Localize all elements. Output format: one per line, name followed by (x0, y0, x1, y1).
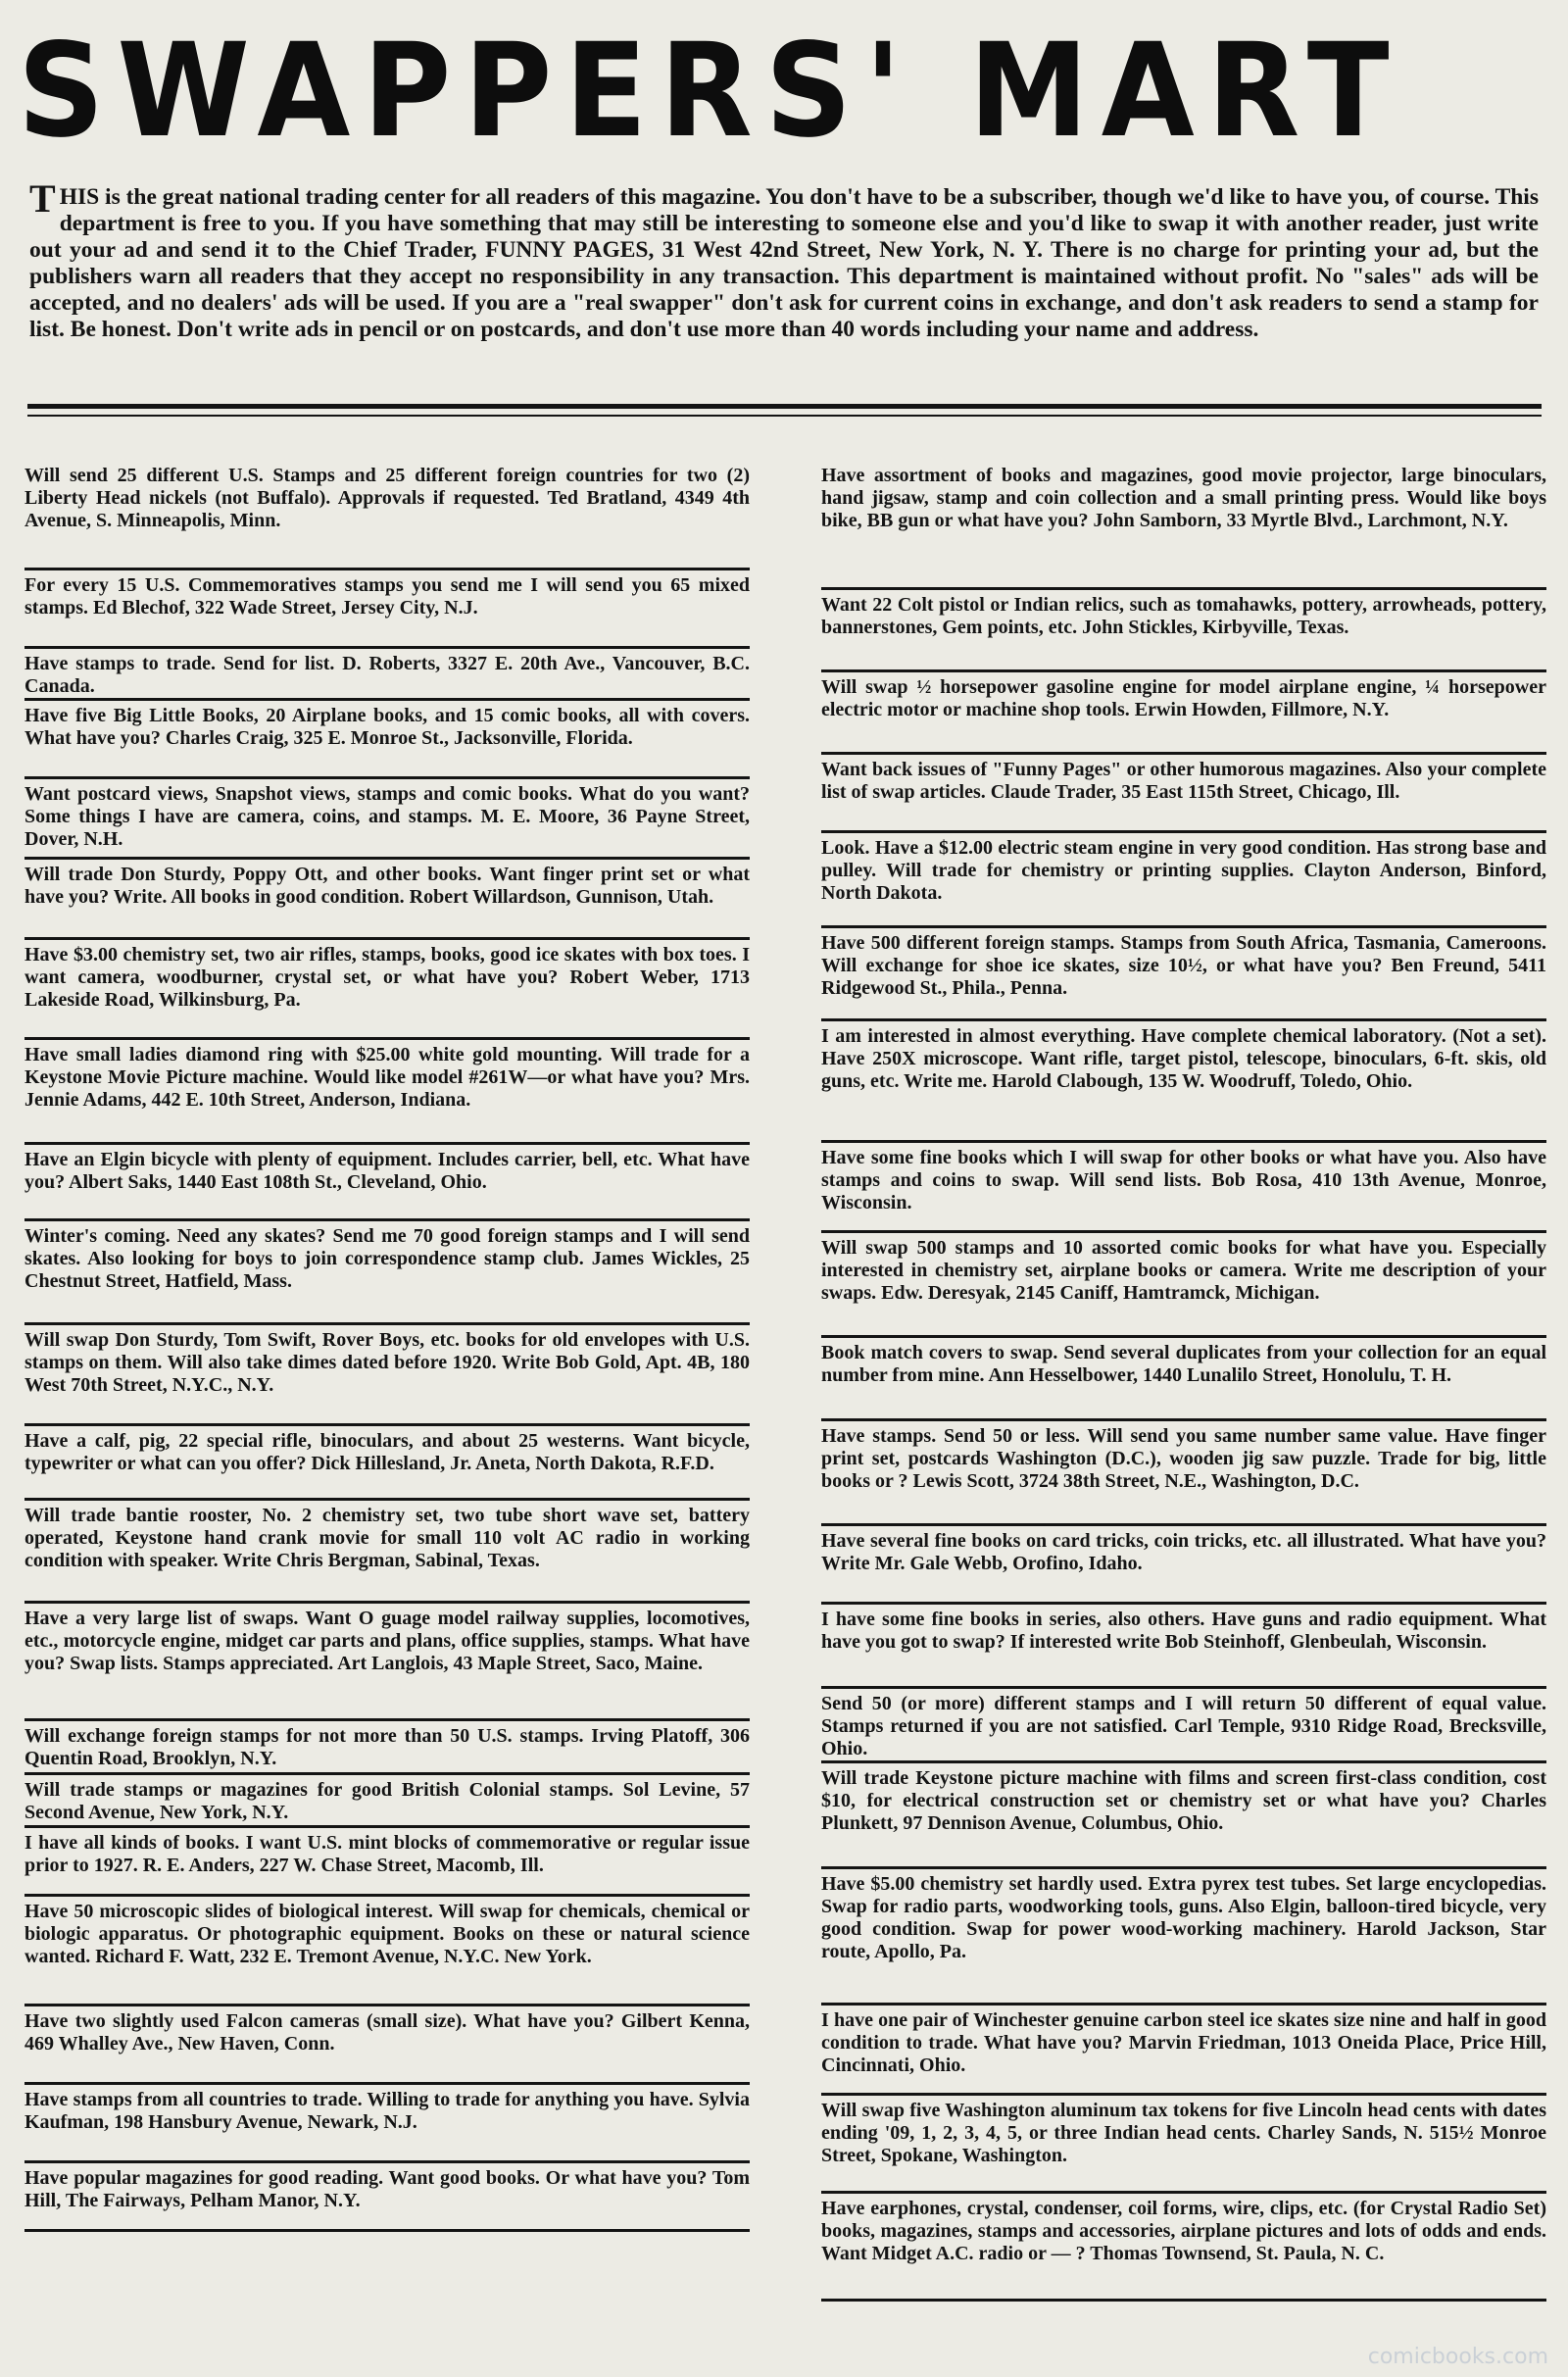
swap-ad: Will trade Don Sturdy, Poppy Ott, and other books. Want finger print set or what have you? Write. All books in good condition. Robert Willardson, Gunnison, Utah. (24, 860, 750, 940)
divider-rule (27, 404, 1542, 409)
swap-ad: Winter's coming. Need any skates? Send me 70 good foreign stamps and I will send skates. Also looking for boys to join correspondence stamp club. James Wickles, 25 Chestnut Street, Hatfield, Mass. (24, 1221, 750, 1325)
swap-ad: Have stamps. Send 50 or less. Will send you same number same value. Have finger print set, postcards Washington (D.C.), wooden jig saw puzzle. Trade for big, little books or ? Lewis Scott, 3724 38th Street, N.E., Washington, D.C. (821, 1421, 1546, 1526)
intro-text: HIS is the great national trading center for all readers of this magazine. You don't have to be a subscriber, though we'd like to have you, of course. This department is free to you. If you have something that may still be interesting to someone else and you'd like to swap it with another reader, just write out your ad and send it to the Chief Trader, FUNNY PAGES, 31 West 42nd Street, New York, N. Y. There is no charge for printing your ad, but the publishers warn all readers that they accept no responsibility in any transaction. This department is maintained without profit. No "sales" ads will be accepted, and no dealers' ads will be used. If you are a "real swapper" don't ask for current coins in exchange, and don't ask readers to send a stamp for list. Be honest. Don't write ads in pencil or on postcards, and don't use more than 40 words including your name and address. (29, 184, 1539, 342)
swap-ad: Have an Elgin bicycle with plenty of equipment. Includes carrier, bell, etc. What have you? Albert Saks, 1440 East 108th St., Cleveland, Ohio. (24, 1145, 750, 1221)
divider-rule-thin (27, 415, 1542, 417)
swap-ad: Have $5.00 chemistry set hardly used. Extra pyrex test tubes. Set large encyclopedias. Swap for radio parts, woodworking tools, guns. Also Elgin, balloon-tired bicycle, very good condition. Swap for power wood-working machinery. Harold Jackson, Star route, Apollo, Pa. (821, 1869, 1546, 2006)
left-ad-column (24, 461, 750, 2357)
swap-ad: I am interested in almost everything. Have complete chemical laboratory. (Not a set). Have 250X microscope. Want rifle, target pistol, telescope, binoculars, 6-ft. skis, old guns, etc. Write me. Harold Clabough, 135 W. Woodruff, Toledo, Ohio. (821, 1021, 1546, 1143)
intro-paragraph (29, 184, 1539, 398)
swap-ad: Have a calf, pig, 22 special rifle, binoculars, and about 25 westerns. Want bicycle, typewriter or what can you offer? Dick Hillesland, Jr. Aneta, North Dakota, R.F.D. (24, 1426, 750, 1501)
page-title: SWAPPERS' MART (18, 16, 1402, 167)
swap-ad: Will swap 500 stamps and 10 assorted comic books for what have you. Especially interested in chemistry set, airplane books or camera. Write me description of your swaps. Edw. Deresyak, 2145 Caniff, Hamtramck, Michigan. (821, 1233, 1546, 1338)
right-ad-column (821, 461, 1546, 2357)
watermark: comicbooks.com (1367, 2345, 1548, 2369)
swap-ad: Want 22 Colt pistol or Indian relics, such as tomahawks, pottery, arrowheads, pottery, bannerstones, Gem points, etc. John Stickles, Kirbyville, Texas. (821, 590, 1546, 672)
swap-ad: Have some fine books which I will swap for other books or what have you. Also have stamps and coins to swap. Will send lists. Bob Rosa, 410 13th Avenue, Monroe, Wisconsin. (821, 1143, 1546, 1233)
swap-ad: Have assortment of books and magazines, good movie projector, large binoculars, hand jigsaw, stamp and coin collection and a small printing press. Would like boys bike, BB gun or what have you? John Samborn, 33 Myrtle Blvd., Larchmont, N.Y. (821, 461, 1546, 590)
swap-ad: Have several fine books on card tricks, coin tricks, etc. all illustrated. What have you? Write Mr. Gale Webb, Orofino, Idaho. (821, 1526, 1546, 1605)
swap-ad: Will exchange foreign stamps for not more than 50 U.S. stamps. Irving Platoff, 306 Quentin Road, Brooklyn, N.Y. (24, 1721, 750, 1775)
swap-ad: Have stamps from all countries to trade. Willing to trade for anything you have. Sylvia Kaufman, 198 Hansbury Avenue, Newark, N.J. (24, 2085, 750, 2163)
swap-ad: Will trade bantie rooster, No. 2 chemistry set, two tube short wave set, battery operated, Keystone hand crank movie for small 110 volt AC radio in working condition with speaker. Write Chris Bergman, Sabinal, Texas. (24, 1501, 750, 1604)
swap-ad: Have small ladies diamond ring with $25.00 white gold mounting. Will trade for a Keystone Movie Picture machine. Would like model #261W—or what have you? Mrs. Jennie Adams, 442 E. 10th Street, Anderson, Indiana. (24, 1040, 750, 1145)
swap-ad: Want back issues of "Funny Pages" or other humorous magazines. Also your complete list of swap articles. Claude Trader, 35 East 115th Street, Chicago, Ill. (821, 755, 1546, 833)
swap-ad: Book match covers to swap. Send several duplicates from your collection for an equal number from mine. Ann Hesselbower, 1440 Lunalilo Street, Honolulu, T. H. (821, 1338, 1546, 1421)
swap-ad: Have 50 microscopic slides of biological interest. Will swap for chemicals, chemical or biologic apparatus. Or photographic equipment. Books on these or natural science wanted. Richard F. Watt, 232 E. Tremont Avenue, N.Y.C. New York. (24, 1897, 750, 2006)
swap-ad: I have one pair of Winchester genuine carbon steel ice skates size nine and half in good condition to trade. What have you? Marvin Friedman, 1013 Oneida Place, Price Hill, Cincinnati, Ohio. (821, 2006, 1546, 2096)
swap-ad: For every 15 U.S. Commemoratives stamps you send me I will send you 65 mixed stamps. Ed Blechof, 322 Wade Street, Jersey City, N.J. (24, 570, 750, 649)
swap-ad: Have 500 different foreign stamps. Stamps from South Africa, Tasmania, Cameroons. Will exchange for shoe ice skates, size 10½, or what have you? Ben Freund, 5411 Ridgewood St., Phila., Penna. (821, 928, 1546, 1021)
swap-ad: Have a very large list of swaps. Want O guage model railway supplies, locomotives, etc., motorcycle engine, midget car parts and plans, office supplies, stamps. What have you? Swap lists. Stamps appreciated. Art Langlois, 43 Maple Street, Saco, Maine. (24, 1604, 750, 1721)
swap-ad: Send 50 (or more) different stamps and I will return 50 different of equal value. Stamps returned if you are not satisfied. Carl Temple, 9310 Ridge Road, Brecksville, Ohio. (821, 1689, 1546, 1763)
swap-ad: Have stamps to trade. Send for list. D. Roberts, 3327 E. 20th Ave., Vancouver, B.C. Canada. (24, 649, 750, 701)
swap-ad: Will trade stamps or magazines for good British Colonial stamps. Sol Levine, 57 Second Avenue, New York, N.Y. (24, 1775, 750, 1828)
swap-ad: I have some fine books in series, also others. Have guns and radio equipment. What have you got to swap? If interested write Bob Steinhoff, Glenbeulah, Wisconsin. (821, 1605, 1546, 1689)
swap-ad: Will swap ½ horsepower gasoline engine for model airplane engine, ¼ horsepower electric motor or machine shop tools. Erwin Howden, Fillmore, N.Y. (821, 672, 1546, 755)
swap-ad: Have earphones, crystal, condenser, coil forms, wire, clips, etc. (for Crystal Radio Set) books, magazines, stamps and accessories, airplane pictures and lots of odds and ends. Want Midget A.C. radio or — ? Thomas Townsend, St. Paula, N. C. (821, 2194, 1546, 2302)
swap-ad: Have five Big Little Books, 20 Airplane books, and 15 comic books, all with covers. What have you? Charles Craig, 325 E. Monroe St., Jacksonville, Florida. (24, 701, 750, 779)
swap-ad: Have two slightly used Falcon cameras (small size). What have you? Gilbert Kenna, 469 Whalley Ave., New Haven, Conn. (24, 2006, 750, 2085)
swap-ad: I have all kinds of books. I want U.S. mint blocks of commemorative or regular issue prior to 1927. R. E. Anders, 227 W. Chase Street, Macomb, Ill. (24, 1828, 750, 1897)
swap-ad: Will swap five Washington aluminum tax tokens for five Lincoln head cents with dates ending '09, 1, 2, 3, 4, 5, or three Indian head cents. Charley Sands, N. 515½ Monroe Street, Spokane, Washington. (821, 2096, 1546, 2194)
intro-drop-cap: T (29, 184, 56, 221)
swap-ad: Will trade Keystone picture machine with films and screen first-class condition, cost $10, for electrical construction set or chemistry set or what have you? Charles Plunkett, 97 Dennison Avenue, Columbus, Ohio. (821, 1763, 1546, 1869)
swap-ad: Will send 25 different U.S. Stamps and 25 different foreign countries for two (2) Liberty Head nickels (not Buffalo). Approvals if requested. Ted Bratland, 4349 4th Avenue, S. Minneapolis, Minn. (24, 461, 750, 570)
swap-ad: Want postcard views, Snapshot views, stamps and comic books. What do you want? Some things I have are camera, coins, and stamps. M. E. Moore, 36 Payne Street, Dover, N.H. (24, 779, 750, 860)
swap-ad: Have popular magazines for good reading. Want good books. Or what have you? Tom Hill, The Fairways, Pelham Manor, N.Y. (24, 2163, 750, 2232)
swap-ad: Have $3.00 chemistry set, two air rifles, stamps, books, good ice skates with box toes. I want camera, woodburner, crystal set, or what have you? Robert Weber, 1713 Lakeside Road, Wilkinsburg, Pa. (24, 940, 750, 1040)
swap-ad: Will swap Don Sturdy, Tom Swift, Rover Boys, etc. books for old envelopes with U.S. stamps on them. Will also take dimes dated before 1920. Write Bob Gold, Apt. 4B, 180 West 70th Street, N.Y.C., N.Y. (24, 1325, 750, 1426)
swap-ad: Look. Have a $12.00 electric steam engine in very good condition. Has strong base and pulley. Will trade for chemistry or printing supplies. Clayton Anderson, Binford, North Dakota. (821, 833, 1546, 928)
